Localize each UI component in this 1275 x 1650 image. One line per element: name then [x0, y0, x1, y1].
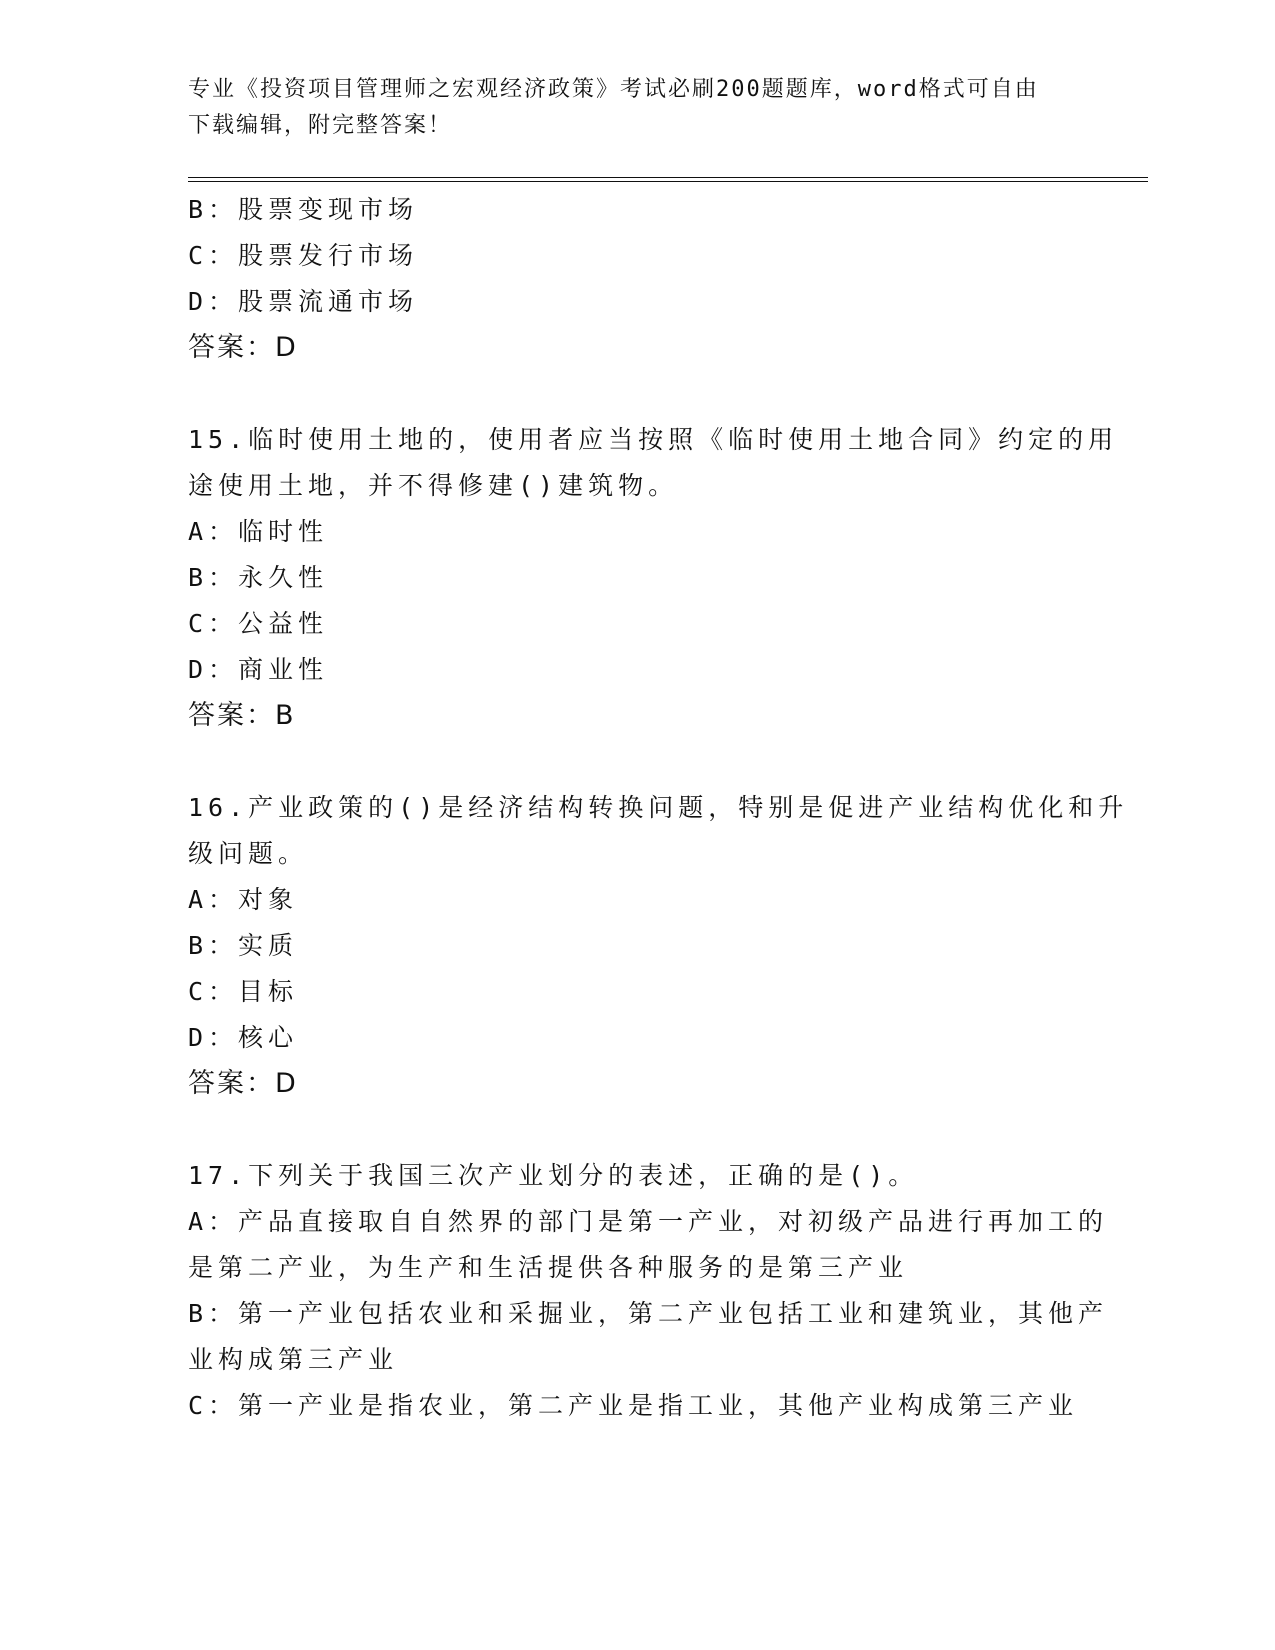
option-c: C：目标 — [188, 977, 299, 1006]
header-line-1: 专业《投资项目管理师之宏观经济政策》考试必刷200题题库，word格式可自由 — [188, 77, 1039, 102]
question-stem-line: 级问题。 — [188, 839, 309, 868]
option-b: B：第一产业包括农业和采掘业，第二产业包括工业和建筑业，其他产 — [188, 1299, 1109, 1328]
option-d: D：核心 — [188, 1023, 299, 1052]
answer: 答案：D — [188, 1068, 298, 1099]
option-b: B：实质 — [188, 931, 299, 960]
option-d: D：商业性 — [188, 655, 329, 684]
question-stem-line: 途使用土地，并不得修建()建筑物。 — [188, 471, 679, 500]
option-a: A：对象 — [188, 885, 299, 914]
page-content — [188, 187, 1129, 1429]
question-16 — [188, 785, 1129, 1107]
page-header — [188, 72, 1068, 144]
option-a: A：产品直接取自自然界的部门是第一产业，对初级产品进行再加工的 — [188, 1207, 1109, 1236]
option-c: C：公益性 — [188, 609, 329, 638]
question-17 — [188, 1153, 1109, 1429]
option-b-continued: 业构成第三产业 — [188, 1345, 399, 1374]
question-15 — [188, 417, 1119, 739]
question-stem-line: 15.临时使用土地的，使用者应当按照《临时使用土地合同》约定的用 — [188, 425, 1119, 454]
option-b: B：股票变现市场 — [188, 195, 419, 224]
question-stem-line: 17.下列关于我国三次产业划分的表述，正确的是()。 — [188, 1161, 919, 1190]
option-b: B：永久性 — [188, 563, 329, 592]
option-a-continued: 是第二产业，为生产和生活提供各种服务的是第三产业 — [188, 1253, 909, 1282]
option-a: A：临时性 — [188, 517, 329, 546]
question-14-continued — [188, 187, 1088, 371]
option-c: C：股票发行市场 — [188, 241, 419, 270]
option-d: D：股票流通市场 — [188, 287, 419, 316]
answer: 答案：D — [188, 332, 298, 363]
option-c: C：第一产业是指农业，第二产业是指工业，其他产业构成第三产业 — [188, 1391, 1079, 1420]
header-line-2: 下载编辑，附完整答案！ — [188, 113, 453, 138]
question-stem-line: 16.产业政策的()是经济结构转换问题，特别是促进产业结构优化和升 — [188, 793, 1129, 822]
header-divider-top — [188, 177, 1148, 178]
answer: 答案：B — [188, 700, 296, 731]
header-divider-bottom — [188, 181, 1148, 182]
